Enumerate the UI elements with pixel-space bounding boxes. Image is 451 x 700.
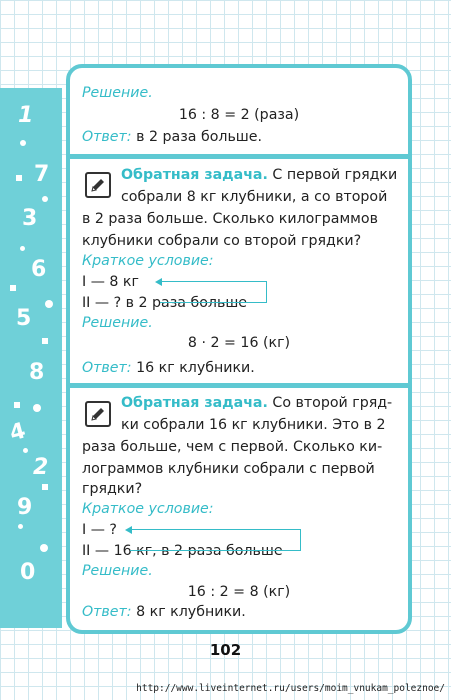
pencil-icon: [85, 401, 111, 427]
condition-label: Краткое условие:: [82, 501, 214, 517]
decor-dot: [10, 285, 16, 291]
solution-label: Решение.: [82, 563, 153, 579]
task-line: [121, 394, 392, 412]
task-text: Со второй гряд-: [272, 395, 393, 411]
relation-arrow: [130, 529, 301, 551]
answer-line: [82, 603, 246, 621]
task-text: С первой грядки: [272, 167, 398, 183]
task-text: ки собрали 16 кг клубники. Это в 2: [121, 417, 386, 433]
decor-dot: [33, 404, 41, 412]
task-text: в 2 раза больше. Сколько килограммов: [82, 211, 378, 227]
decor-dot: [23, 448, 28, 453]
answer-text: 16 кг клубники.: [136, 360, 255, 376]
solution-equation: 16 : 8 = 2 (раза): [178, 107, 300, 123]
task-text: клубники собрали со второй грядки?: [82, 233, 362, 249]
page-number: 102: [209, 641, 242, 659]
decor-digit: 1: [18, 103, 34, 128]
answer-text: 8 кг клубники.: [136, 604, 246, 620]
task-title: Обратная задача.: [121, 395, 268, 411]
decor-digit: 6: [31, 257, 47, 282]
condition-line: I — 8 кг: [82, 274, 139, 290]
decor-digit: 7: [34, 162, 50, 187]
decor-dot: [14, 402, 20, 408]
source-url: http://www.liveinternet.ru/users/moim_vnukam_poleznoe/: [136, 683, 445, 694]
condition-line: II — 16 кг, в 2 раза больше: [82, 543, 283, 559]
condition-line: I — ?: [82, 522, 117, 538]
side-decoration-band: [0, 88, 62, 628]
condition-line: II — ? в 2 раза больше: [82, 295, 248, 311]
condition-label: Краткое условие:: [82, 253, 214, 269]
solution-equation: 16 : 2 = 8 (кг): [187, 584, 291, 600]
answer-text: в 2 раза больше.: [136, 129, 263, 145]
answer-label: Ответ:: [82, 129, 132, 145]
decor-dot: [42, 338, 48, 344]
section-divider: [70, 383, 408, 388]
decor-dot: [42, 484, 48, 490]
decor-digit: 5: [16, 306, 32, 331]
answer-label: Ответ:: [82, 360, 132, 376]
arrowhead-icon: [125, 526, 132, 534]
task-title: Обратная задача.: [121, 167, 268, 183]
answer-line: [82, 359, 255, 377]
decor-digit: 0: [20, 560, 36, 585]
decor-digit: 8: [29, 360, 45, 385]
decor-dot: [18, 524, 23, 529]
pencil-icon: [85, 172, 111, 198]
decor-digit: 2: [33, 455, 49, 480]
task-text: лограммов клубники собрали с первой: [82, 461, 375, 477]
decor-digit: 9: [17, 495, 33, 520]
decor-dot: [16, 175, 22, 181]
task-text: грядки?: [82, 481, 143, 497]
decor-digit: 4: [7, 418, 29, 447]
solution-label: Решение.: [82, 315, 153, 331]
decor-dot: [40, 544, 48, 552]
relation-arrow: [160, 281, 267, 303]
task-line: [121, 166, 397, 184]
task-text: раза больше, чем с первой. Сколько ки-: [82, 439, 383, 455]
solution-equation: 8 · 2 = 16 (кг): [187, 335, 291, 351]
section-divider: [70, 154, 408, 159]
decor-dot: [45, 300, 53, 308]
answer-label: Ответ:: [82, 604, 132, 620]
answer-line: [82, 128, 262, 146]
decor-dot: [42, 196, 48, 202]
decor-dot: [20, 140, 26, 146]
arrowhead-icon: [155, 278, 162, 286]
decor-digit: 3: [22, 206, 38, 231]
decor-dot: [20, 246, 25, 251]
task-text: собрали 8 кг клубники, а со второй: [121, 189, 388, 205]
solution-label: Решение.: [82, 85, 153, 101]
problem-card: [66, 64, 412, 634]
